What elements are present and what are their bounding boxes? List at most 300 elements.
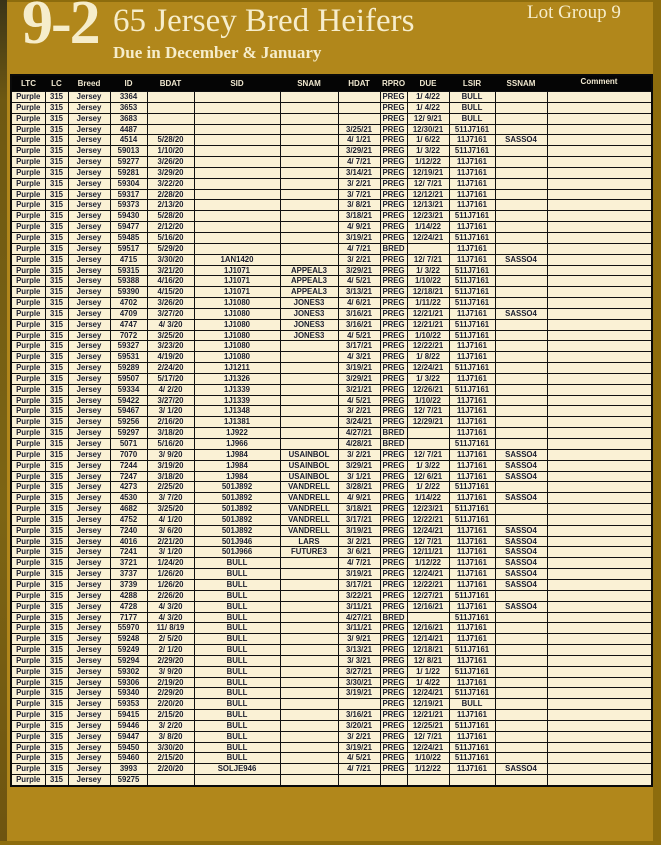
table-row: [11, 645, 652, 656]
table-row: [11, 471, 652, 482]
cell-lc: 315: [45, 428, 68, 439]
cell-bdat: 3/30/20: [147, 254, 194, 265]
cell-bdat: 5/16/20: [147, 232, 194, 243]
cell-ssnam: [495, 352, 547, 363]
cell-sid: 1J984: [194, 449, 280, 460]
cell-id: 3721: [110, 558, 147, 569]
cell-snam: [280, 731, 338, 742]
cell-bdat: 3/18/20: [147, 471, 194, 482]
cell-lc: 315: [45, 525, 68, 536]
cell-id: 59447: [110, 731, 147, 742]
cell-bdat: 2/20/20: [147, 699, 194, 710]
cell-breed: Jersey: [68, 384, 110, 395]
cell-ltc: Purple: [11, 384, 45, 395]
cell-ssnam: [495, 232, 547, 243]
cell-hdat: 3/ 2/21: [338, 449, 380, 460]
cell-rpro: PREG: [380, 200, 407, 211]
cell-due: 12/24/21: [407, 232, 449, 243]
cell-bdat: 2/21/20: [147, 536, 194, 547]
cell-due: 1/ 3/22: [407, 373, 449, 384]
cell-rpro: PREG: [380, 102, 407, 113]
cell-hdat: 3/18/21: [338, 211, 380, 222]
cell-sid: 501J892: [194, 514, 280, 525]
cell-lsir: 11J7161: [449, 710, 495, 721]
cell-bdat: 5/28/20: [147, 211, 194, 222]
cell-comment: [547, 655, 652, 666]
cell-snam: LARS: [280, 536, 338, 547]
cell-comment: [547, 211, 652, 222]
cell-hdat: 3/28/21: [338, 482, 380, 493]
cell-lc: 315: [45, 742, 68, 753]
cell-comment: [547, 449, 652, 460]
cell-sid: [194, 232, 280, 243]
cell-breed: Jersey: [68, 417, 110, 428]
cell-due: 1/ 8/22: [407, 352, 449, 363]
cell-lsir: 11J7161: [449, 579, 495, 590]
cell-lc: 315: [45, 363, 68, 374]
cell-ssnam: [495, 612, 547, 623]
cell-due: 12/21/21: [407, 710, 449, 721]
cell-sid: BULL: [194, 731, 280, 742]
cell-ltc: Purple: [11, 124, 45, 135]
cell-sid: 1AN1420: [194, 254, 280, 265]
cell-snam: [280, 254, 338, 265]
cell-hdat: 4/ 5/21: [338, 753, 380, 764]
cell-comment: [547, 753, 652, 764]
cell-lsir: 11J7161: [449, 493, 495, 504]
table-row: [11, 102, 652, 113]
cell-snam: [280, 406, 338, 417]
cell-lc: 315: [45, 439, 68, 450]
cell-id: 59450: [110, 742, 147, 753]
cell-ltc: Purple: [11, 265, 45, 276]
cell-rpro: PREG: [380, 254, 407, 265]
cell-due: 12/22/21: [407, 514, 449, 525]
cell-due: 1/14/22: [407, 493, 449, 504]
cell-rpro: PREG: [380, 699, 407, 710]
cell-ltc: Purple: [11, 135, 45, 146]
cell-breed: Jersey: [68, 341, 110, 352]
cell-ltc: Purple: [11, 341, 45, 352]
cell-ltc: Purple: [11, 460, 45, 471]
table-row: [11, 677, 652, 688]
cell-hdat: 3/ 2/21: [338, 536, 380, 547]
cell-due: 1/ 1/22: [407, 666, 449, 677]
cell-snam: FUTURE3: [280, 547, 338, 558]
cell-ltc: Purple: [11, 753, 45, 764]
column-header-bdat: BDAT: [147, 75, 194, 92]
cell-id: 59353: [110, 699, 147, 710]
cell-ssnam: [495, 428, 547, 439]
cell-due: 12/19/21: [407, 167, 449, 178]
cell-rpro: PREG: [380, 547, 407, 558]
cell-breed: Jersey: [68, 536, 110, 547]
cell-breed: Jersey: [68, 590, 110, 601]
cell-snam: [280, 742, 338, 753]
table-row: [11, 536, 652, 547]
cell-hdat: 4/ 6/21: [338, 298, 380, 309]
cell-bdat: 5/29/20: [147, 243, 194, 254]
cell-sid: BULL: [194, 688, 280, 699]
cell-id: 59249: [110, 645, 147, 656]
cell-snam: [280, 157, 338, 168]
cell-bdat: 11/ 8/19: [147, 623, 194, 634]
cell-snam: [280, 688, 338, 699]
table-row: [11, 590, 652, 601]
cell-sid: BULL: [194, 579, 280, 590]
cell-hdat: 3/19/21: [338, 569, 380, 580]
cell-breed: Jersey: [68, 308, 110, 319]
cell-lsir: 11J7161: [449, 460, 495, 471]
cell-rpro: PREG: [380, 157, 407, 168]
cell-breed: Jersey: [68, 471, 110, 482]
cell-ltc: Purple: [11, 276, 45, 287]
cell-sid: 1J1211: [194, 363, 280, 374]
cell-comment: [547, 276, 652, 287]
cell-hdat: 3/22/21: [338, 590, 380, 601]
cell-lsir: 511J7161: [449, 482, 495, 493]
cell-ltc: Purple: [11, 373, 45, 384]
cell-breed: Jersey: [68, 146, 110, 157]
cell-id: 3993: [110, 764, 147, 775]
cell-lc: 315: [45, 688, 68, 699]
cell-breed: Jersey: [68, 189, 110, 200]
cell-hdat: 3/ 2/21: [338, 406, 380, 417]
cell-ltc: Purple: [11, 688, 45, 699]
cell-ltc: Purple: [11, 395, 45, 406]
cell-snam: [280, 417, 338, 428]
cell-hdat: 4/ 7/21: [338, 157, 380, 168]
cell-id: 7241: [110, 547, 147, 558]
cell-sid: 1J984: [194, 460, 280, 471]
cell-lc: 315: [45, 113, 68, 124]
cell-hdat: 3/17/21: [338, 341, 380, 352]
cell-lc: 315: [45, 102, 68, 113]
cell-due: 1/10/22: [407, 395, 449, 406]
cell-sid: 1J1339: [194, 384, 280, 395]
cell-lsir: 11J7161: [449, 428, 495, 439]
table-row: [11, 92, 652, 103]
column-header-due: DUE: [407, 75, 449, 92]
cell-sid: BULL: [194, 558, 280, 569]
cell-bdat: 2/16/20: [147, 417, 194, 428]
table-row: [11, 395, 652, 406]
cell-hdat: [338, 102, 380, 113]
cell-comment: [547, 547, 652, 558]
cell-lc: 315: [45, 710, 68, 721]
table-row: [11, 298, 652, 309]
column-header-snam: SNAM: [280, 75, 338, 92]
table-row: [11, 449, 652, 460]
cell-sid: 1J1071: [194, 287, 280, 298]
cell-id: 4487: [110, 124, 147, 135]
cell-id: 4273: [110, 482, 147, 493]
cell-bdat: 2/15/20: [147, 753, 194, 764]
cell-sid: BULL: [194, 645, 280, 656]
cell-due: 12/19/21: [407, 699, 449, 710]
cell-rpro: PREG: [380, 124, 407, 135]
cell-due: [407, 243, 449, 254]
cell-comment: [547, 493, 652, 504]
table-row: [11, 406, 652, 417]
cell-rpro: PREG: [380, 753, 407, 764]
cell-due: 1/10/22: [407, 276, 449, 287]
cell-lsir: 11J7161: [449, 536, 495, 547]
cell-lsir: 511J7161: [449, 514, 495, 525]
cell-ssnam: [495, 710, 547, 721]
cell-ssnam: [495, 655, 547, 666]
cell-due: 1/10/22: [407, 753, 449, 764]
cell-sid: 1J1080: [194, 319, 280, 330]
cell-due: [407, 428, 449, 439]
cell-ssnam: SASSO4: [495, 449, 547, 460]
cell-id: 4016: [110, 536, 147, 547]
cell-ssnam: SASSO4: [495, 254, 547, 265]
cell-id: 59485: [110, 232, 147, 243]
cell-lsir: 11J7161: [449, 623, 495, 634]
cell-comment: [547, 135, 652, 146]
cell-snam: [280, 612, 338, 623]
cell-ltc: Purple: [11, 547, 45, 558]
cell-bdat: [147, 124, 194, 135]
cell-lsir: 11J7161: [449, 764, 495, 775]
cell-rpro: PREG: [380, 395, 407, 406]
cell-hdat: 3/11/21: [338, 623, 380, 634]
cell-lsir: 11J7161: [449, 525, 495, 536]
cell-ltc: Purple: [11, 319, 45, 330]
cell-lsir: 11J7161: [449, 373, 495, 384]
cell-comment: [547, 298, 652, 309]
cell-lsir: 11J7161: [449, 601, 495, 612]
cell-lc: 315: [45, 720, 68, 731]
cell-ltc: Purple: [11, 645, 45, 656]
cell-ssnam: [495, 222, 547, 233]
cell-due: 1/ 4/22: [407, 102, 449, 113]
cell-rpro: PREG: [380, 525, 407, 536]
table-row: [11, 384, 652, 395]
cell-due: 12/21/21: [407, 308, 449, 319]
cell-ssnam: [495, 742, 547, 753]
table-row: [11, 232, 652, 243]
cell-lsir: 11J7161: [449, 558, 495, 569]
cell-rpro: PREG: [380, 634, 407, 645]
cell-sid: [194, 92, 280, 103]
cell-comment: [547, 504, 652, 515]
cell-ssnam: [495, 384, 547, 395]
lot-number: 9-2: [22, 0, 99, 57]
cell-sid: [194, 167, 280, 178]
cell-rpro: PREG: [380, 211, 407, 222]
cell-due: 1/12/22: [407, 157, 449, 168]
cell-breed: Jersey: [68, 352, 110, 363]
cell-ssnam: [495, 276, 547, 287]
cell-comment: [547, 612, 652, 623]
cell-breed: Jersey: [68, 222, 110, 233]
cell-lc: 315: [45, 232, 68, 243]
cell-lsir: BULL: [449, 699, 495, 710]
cell-sid: BULL: [194, 666, 280, 677]
table-row: [11, 764, 652, 775]
table-row: [11, 417, 652, 428]
cell-comment: [547, 157, 652, 168]
cell-snam: [280, 753, 338, 764]
cell-due: 1/14/22: [407, 222, 449, 233]
table-row: [11, 720, 652, 731]
cell-ltc: Purple: [11, 308, 45, 319]
cell-bdat: 5/17/20: [147, 373, 194, 384]
cell-id: 59340: [110, 688, 147, 699]
cell-snam: [280, 102, 338, 113]
cell-breed: Jersey: [68, 688, 110, 699]
table-row: [11, 493, 652, 504]
cell-lc: 315: [45, 265, 68, 276]
cell-bdat: 3/18/20: [147, 428, 194, 439]
table-row: [11, 178, 652, 189]
cell-bdat: 3/26/20: [147, 298, 194, 309]
cell-breed: Jersey: [68, 579, 110, 590]
cell-ssnam: [495, 731, 547, 742]
cell-snam: JONES3: [280, 298, 338, 309]
cell-bdat: 2/26/20: [147, 590, 194, 601]
cell-ltc: Purple: [11, 146, 45, 157]
cell-ltc: Purple: [11, 189, 45, 200]
cell-due: 12/25/21: [407, 720, 449, 731]
column-header-hdat: HDAT: [338, 75, 380, 92]
cell-lc: 315: [45, 124, 68, 135]
cell-comment: [547, 308, 652, 319]
cell-rpro: PREG: [380, 135, 407, 146]
cell-lc: 315: [45, 645, 68, 656]
cell-bdat: 3/21/20: [147, 265, 194, 276]
cell-breed: Jersey: [68, 645, 110, 656]
cell-bdat: [147, 775, 194, 786]
cell-rpro: PREG: [380, 623, 407, 634]
cell-ssnam: [495, 699, 547, 710]
cell-hdat: 4/ 5/21: [338, 395, 380, 406]
cell-breed: Jersey: [68, 157, 110, 168]
table-row: [11, 623, 652, 634]
cell-breed: Jersey: [68, 655, 110, 666]
cell-breed: Jersey: [68, 254, 110, 265]
table-row: [11, 612, 652, 623]
cell-sid: 501J892: [194, 525, 280, 536]
cell-bdat: 2/ 5/20: [147, 634, 194, 645]
table-row: [11, 514, 652, 525]
cell-rpro: BRED: [380, 428, 407, 439]
cell-breed: Jersey: [68, 113, 110, 124]
cell-sid: 501J892: [194, 482, 280, 493]
cell-lc: 315: [45, 384, 68, 395]
cell-comment: [547, 601, 652, 612]
cell-comment: [547, 710, 652, 721]
cell-hdat: 3/16/21: [338, 710, 380, 721]
cell-id: 59531: [110, 352, 147, 363]
cell-id: 59315: [110, 265, 147, 276]
cell-comment: [547, 406, 652, 417]
cell-breed: Jersey: [68, 775, 110, 786]
cell-lsir: 511J7161: [449, 146, 495, 157]
table-row: [11, 124, 652, 135]
cell-ssnam: [495, 677, 547, 688]
cell-sid: BULL: [194, 612, 280, 623]
cell-rpro: BRED: [380, 439, 407, 450]
cell-id: 4747: [110, 319, 147, 330]
cell-due: 1/12/22: [407, 558, 449, 569]
cell-lc: 315: [45, 775, 68, 786]
cell-breed: Jersey: [68, 612, 110, 623]
cell-ssnam: [495, 265, 547, 276]
cell-ltc: Purple: [11, 536, 45, 547]
cell-rpro: PREG: [380, 742, 407, 753]
cell-lc: 315: [45, 677, 68, 688]
cell-snam: [280, 232, 338, 243]
table-row: [11, 222, 652, 233]
cell-comment: [547, 731, 652, 742]
cell-ltc: Purple: [11, 254, 45, 265]
cell-lsir: 11J7161: [449, 135, 495, 146]
cell-snam: JONES3: [280, 308, 338, 319]
cell-id: 59388: [110, 276, 147, 287]
cell-comment: [547, 243, 652, 254]
cell-rpro: PREG: [380, 731, 407, 742]
cell-id: 4682: [110, 504, 147, 515]
cell-due: 12/14/21: [407, 634, 449, 645]
cell-bdat: [147, 92, 194, 103]
cell-hdat: 4/ 5/21: [338, 330, 380, 341]
cell-due: 12/22/21: [407, 341, 449, 352]
cell-ltc: Purple: [11, 439, 45, 450]
cell-breed: Jersey: [68, 547, 110, 558]
cell-rpro: PREG: [380, 92, 407, 103]
cell-hdat: 3/ 8/21: [338, 200, 380, 211]
table-row: [11, 352, 652, 363]
cell-comment: [547, 146, 652, 157]
cell-sid: [194, 102, 280, 113]
cell-snam: USAINBOL: [280, 471, 338, 482]
cell-bdat: 3/26/20: [147, 157, 194, 168]
cell-ssnam: [495, 373, 547, 384]
cell-due: 12/24/21: [407, 363, 449, 374]
table-row: [11, 504, 652, 515]
cell-comment: [547, 634, 652, 645]
cell-comment: [547, 113, 652, 124]
table-row: [11, 113, 652, 124]
table-row: [11, 731, 652, 742]
cell-due: 12/21/21: [407, 319, 449, 330]
cell-hdat: 4/ 9/21: [338, 222, 380, 233]
cell-ltc: Purple: [11, 298, 45, 309]
cell-hdat: 3/ 7/21: [338, 189, 380, 200]
cell-ssnam: [495, 645, 547, 656]
cell-snam: [280, 178, 338, 189]
cell-hdat: [338, 699, 380, 710]
cell-ltc: Purple: [11, 287, 45, 298]
cell-hdat: 3/ 2/21: [338, 731, 380, 742]
cell-lsir: 511J7161: [449, 688, 495, 699]
cell-comment: [547, 471, 652, 482]
cell-ltc: Purple: [11, 655, 45, 666]
cell-due: 1/ 3/22: [407, 460, 449, 471]
cell-id: 59275: [110, 775, 147, 786]
cell-lsir: 11J7161: [449, 655, 495, 666]
cell-id: 59277: [110, 157, 147, 168]
cell-lc: 315: [45, 406, 68, 417]
cell-ltc: Purple: [11, 699, 45, 710]
column-header-sid: SID: [194, 75, 280, 92]
table-row: [11, 742, 652, 753]
cell-lsir: BULL: [449, 102, 495, 113]
cell-rpro: PREG: [380, 146, 407, 157]
